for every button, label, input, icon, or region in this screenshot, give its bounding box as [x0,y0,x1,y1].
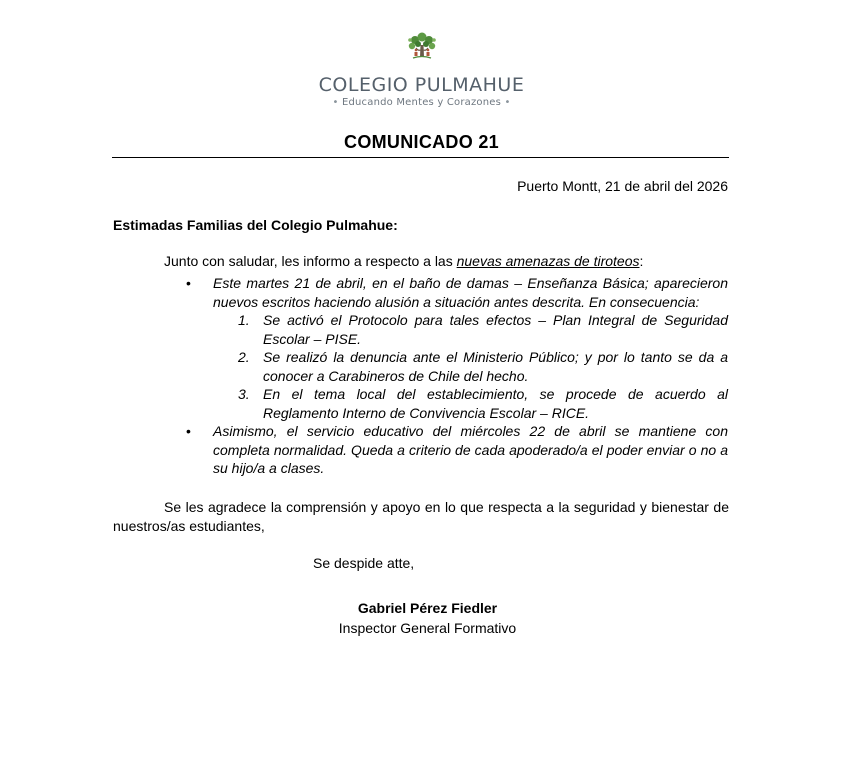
numbered-item [213,385,728,422]
bullet-text: Este martes 21 de abril, en el baño de damas – Enseñanza Básica; aparecieron nuevos escritos haciendo alusión a situación antes descrita. En consecuencia: [213,275,728,310]
numbered-item [213,311,728,348]
tagline-dot-left: • [332,97,339,108]
tagline-text: Educando Mentes y Corazones [341,97,502,108]
tagline-dot-right: • [504,97,511,108]
numbered-list [213,311,728,422]
title-divider [112,157,729,158]
bullet-item [186,422,728,478]
intro-suffix: : [639,253,644,269]
school-letterhead [0,31,843,109]
numbered-marker: 2. [238,349,250,365]
numbered-text: Se realizó la denuncia ante el Ministerio Público; y por lo tanto se da a conocer a Carabineros de Chile del hecho. [263,349,728,384]
signer-name: Gabriel Pérez Fiedler [357,600,498,616]
intro-prefix: Junto con saludar, les informo a respecto a las [164,253,457,269]
closing-paragraph: Se les agradece la comprensión y apoyo en lo que respecta a la seguridad y bienestar de nuestros/as estudiantes, [113,499,729,534]
intro-paragraph [164,253,643,269]
numbered-text: Se activó el Protocolo para tales efectos – Plan Integral de Seguridad Escolar – PISE. [263,312,728,347]
bullet-item [186,274,728,422]
numbered-item [213,348,728,385]
bullet-text: Asimismo, el servicio educativo del miércoles 22 de abril se mantiene con completa normalidad. Queda a criterio de cada apoderado/a el poder enviar o no a su hijo/a a clases. [213,423,728,476]
numbered-text: En el tema local del establecimiento, se procede de acuerdo al Reglamento Interno de Convivencia Escolar – RICE. [263,386,728,421]
bullet-marker: • [186,423,191,439]
numbered-marker: 3. [238,386,250,402]
intro-emphasis: nuevas amenazas de tiroteos [456,253,640,269]
bullet-marker: • [186,275,191,291]
greeting: Estimadas Familias del Colegio Pulmahue: [113,217,398,233]
tree-with-people-icon [405,31,439,63]
farewell: Se despide atte, [313,555,415,571]
school-name: COLEGIO PULMAHUE [318,74,525,96]
signer-role: Inspector General Formativo [338,620,517,636]
numbered-marker: 1. [238,312,250,328]
place-and-date: Puerto Montt, 21 de abril del 2026 [517,178,728,194]
document-title: COMUNICADO 21 [344,132,499,152]
school-tagline [0,96,843,109]
bullet-list [186,274,728,478]
